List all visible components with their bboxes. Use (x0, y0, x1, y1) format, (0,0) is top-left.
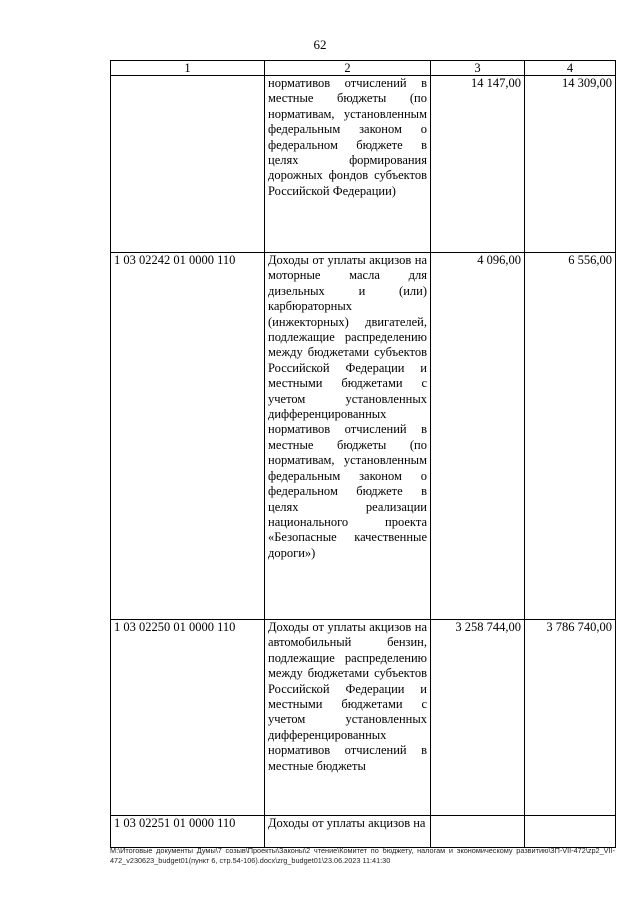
budget-code-cell: 1 03 02250 01 0000 110 (111, 620, 265, 816)
amount-cell-col3: 4 096,00 (431, 253, 525, 620)
page-number: 62 (313, 37, 327, 52)
description-cell: Доходы от уплаты акцизов на автомобильный бензин, подлежащие распределению между бюджетами субъектов Российской Федерации и местными бюджетами с учетом установленных дифференцированных нормативов отчислений в местные бюджеты (265, 620, 431, 816)
description-cell: Доходы от уплаты акцизов на моторные масла для дизельных и (или) карбюраторных (инжекторных) двигателей, подлежащие распределению между бюджетами субъектов Российской Федерации и местными бюджетами с учетом установленных дифференцированных нормативов отчислений в местные бюджеты (по нормативам, установленным федеральным законом о федеральном бюджете в целях реализации национального проекта «Безопасные качественные дороги») (265, 253, 431, 620)
budget-revenue-table (110, 60, 616, 848)
amount-cell-col4 (525, 816, 616, 848)
table-row (111, 76, 616, 253)
amount-cell-col4: 14 309,00 (525, 76, 616, 253)
column-header-1: 1 (111, 61, 265, 76)
budget-code-cell: 1 03 02242 01 0000 110 (111, 253, 265, 620)
column-header-3: 3 (431, 61, 525, 76)
budget-code-cell (111, 76, 265, 253)
table-row (111, 620, 616, 816)
amount-cell-col4: 6 556,00 (525, 253, 616, 620)
table-header-row (111, 61, 616, 76)
column-header-4: 4 (525, 61, 616, 76)
column-header-2: 2 (265, 61, 431, 76)
amount-cell-col4: 3 786 740,00 (525, 620, 616, 816)
description-cell: Доходы от уплаты акцизов на (265, 816, 431, 848)
amount-cell-col3 (431, 816, 525, 848)
budget-code-cell: 1 03 02251 01 0000 110 (111, 816, 265, 848)
amount-cell-col3: 3 258 744,00 (431, 620, 525, 816)
amount-cell-col3: 14 147,00 (431, 76, 525, 253)
description-cell: нормативов отчислений в местные бюджеты (по нормативам, установленным федеральным законом о федеральном бюджете в целях формирования дорожных фондов субъектов Российской Федерации) (265, 76, 431, 253)
table-row (111, 816, 616, 848)
document-path-footer: M:\Итоговые документы Думы\7 созыв\Проекты\Законы\2 чтение\Комитет по бюджету, налогам и экономическому развитию\3П-VII-472\zp2_VII-472_v230623_budget01(пункт 6, стр.54-106).docx\zrg_budget01\23.06.2023 11:41:30 (110, 846, 615, 865)
table-row (111, 253, 616, 620)
